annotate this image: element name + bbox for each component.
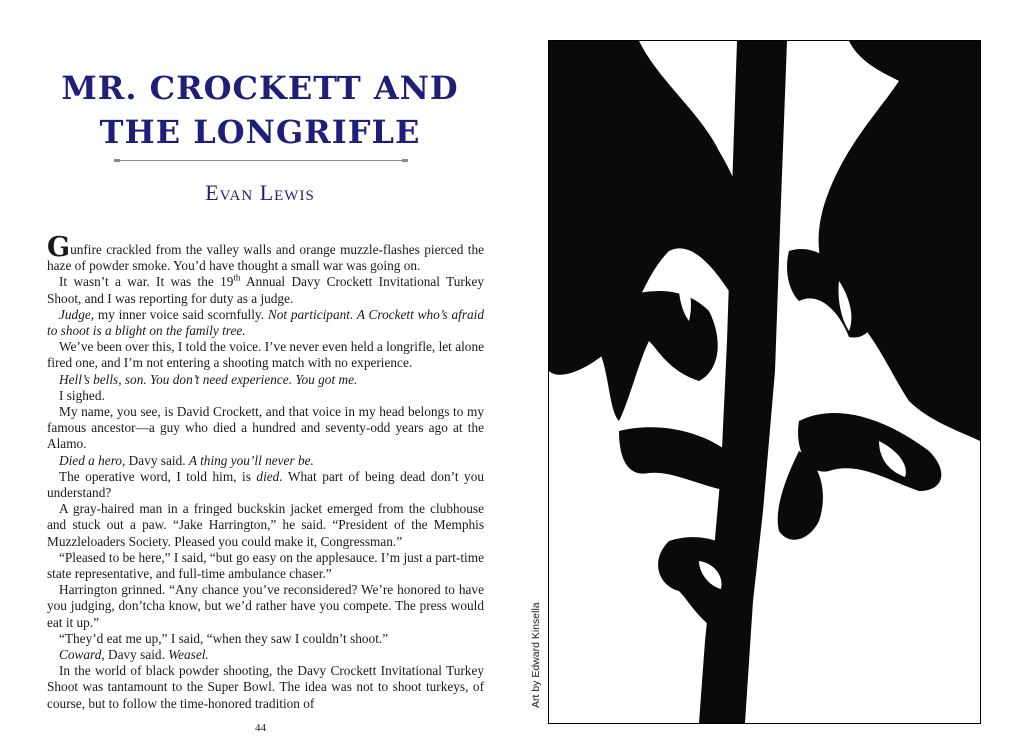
paragraph: “Pleased to be here,” I said, “but go easy on the applesauce. I’m just a part-time state representative, and full-time ambulance chaser.” xyxy=(47,549,484,582)
paragraph: Judge, my inner voice said scornfully. Not participant. A Crockett who’s afraid to shoot is a blight on the family tree. xyxy=(47,306,484,339)
paragraph: Coward, Davy said. Weasel. xyxy=(59,647,209,663)
right-figure xyxy=(819,41,980,441)
drop-cap: G xyxy=(47,232,71,263)
paragraph: The operative word, I told him, is died. What part of being dead don’t you understand? xyxy=(47,468,484,501)
author-byline: Evan Lewis xyxy=(205,180,315,205)
paragraph: Died a hero, Davy said. A thing you’ll never be. xyxy=(59,452,314,468)
ink-drawing xyxy=(549,41,980,723)
paragraph: My name, you see, is David Crockett, and that voice in my head belongs to my famous ancestor—a guy who died a hundred and seventy-odd years ago at the Alamo. xyxy=(47,404,484,452)
art-credit: Art by Edward Kinsella xyxy=(530,602,542,708)
ordinal-suffix: th xyxy=(233,272,241,283)
paragraph: Hell’s bells, son. You don’t need experience. You got me. xyxy=(59,371,358,387)
paragraph: In the world of black powder shooting, the Davy Crockett Invitational Turkey Shoot was tantamount to the Super Bowl. The idea was not to shoot turkeys, of course, but to follow the time-honored tradition of xyxy=(47,663,484,711)
title-divider xyxy=(120,160,402,161)
title-line-2: THE LONGRIFLE xyxy=(99,113,421,151)
page-number: 44 xyxy=(255,722,266,734)
title-line-1: MR. CROCKETT AND xyxy=(61,69,459,107)
paragraph: “They’d eat me up,” I said, “when they saw I couldn’t shoot.” xyxy=(59,630,389,646)
paragraph: A gray-haired man in a fringed buckskin jacket emerged from the clubhouse and stuck out a paw. “Jake Harrington,” he said. “President of the Memphis Muzzleloaders Society. Pleased you could make it, Congressman.” xyxy=(47,501,484,549)
paragraph: It wasn’t a war. It was the 19th Annual Davy Crockett Invitational Turkey Shoot, and I was reporting for duty as a judge. xyxy=(47,272,484,306)
paragraph: Harrington grinned. “Any chance you’ve reconsidered? We’re honored to have you judging, don’tcha know, but we’d rather have you compete. The press would eat it up.” xyxy=(47,582,484,630)
story-title xyxy=(40,66,480,154)
paragraph: We’ve been over this, I told the voice. I’ve never even held a longrifle, let alone fired one, and I’m not entering a shooting match with no experience. xyxy=(47,339,484,371)
paragraph: Gunfire crackled from the valley walls and orange muzzle-flashes pierced the haze of powder smoke. You’d have thought a small war was going on. xyxy=(47,232,484,274)
story-body xyxy=(47,232,484,712)
illustration xyxy=(548,40,981,724)
paragraph: I sighed. xyxy=(59,387,105,403)
left-hand xyxy=(594,291,718,421)
